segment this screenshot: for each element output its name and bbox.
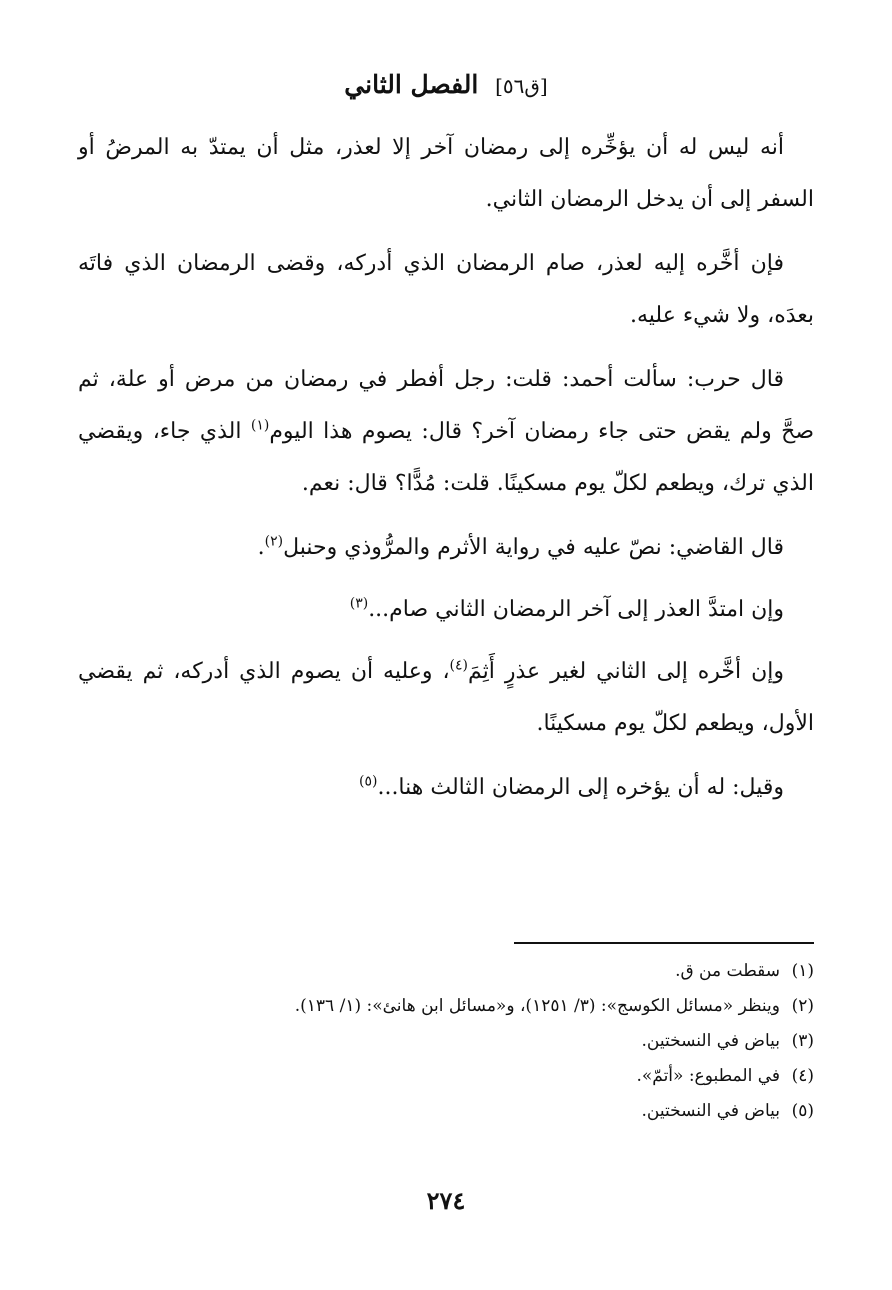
footnote-3 xyxy=(78,1024,814,1059)
paragraph-5-text-a: وإن امتدَّ العذر إلى آخر الرمضان الثاني صام... xyxy=(368,597,784,622)
footnote-4 xyxy=(78,1059,814,1094)
footnote-marker-2: (٢) xyxy=(264,533,284,550)
paragraph-5 xyxy=(78,584,814,636)
footnote-3-number: (٣) xyxy=(791,1031,814,1051)
paragraph-6 xyxy=(78,646,814,750)
paragraph-6-text-b: ، وعليه أن يصوم الذي أدركه، ثم يقضي الأول، ويطعم لكلّ يوم مسكينًا. xyxy=(78,659,814,736)
footnote-1-number: (١) xyxy=(791,961,814,981)
footnote-3-text: بياض في النسختين. xyxy=(641,1031,780,1051)
page-number: ٢٧٤ xyxy=(426,1186,466,1215)
footnote-divider xyxy=(514,942,814,944)
paragraph-7 xyxy=(78,762,814,814)
paragraph-4 xyxy=(78,522,814,574)
manuscript-ref: [ق٥٦] xyxy=(495,74,548,98)
footnote-5 xyxy=(78,1094,814,1129)
book-page xyxy=(78,62,814,1242)
paragraph-1: أنه ليس له أن يؤخِّره إلى رمضان آخر إلا لعذر، مثل أن يمتدّ به المرضُ أو السفر إلى أن يدخل الرمضان الثاني. xyxy=(78,135,814,212)
paragraph-4-text-b: . xyxy=(257,535,265,560)
paragraph-7-text-a: وقيل: له أن يؤخره إلى الرمضان الثالث هنا... xyxy=(377,775,784,800)
footnote-marker-5: (٥) xyxy=(358,773,378,790)
paragraph-3-text-b: الذي جاء، ويقضي الذي ترك، ويطعم لكلّ يوم مسكينًا. قلت: مُدًّا؟ قال: نعم. xyxy=(78,419,814,496)
footnote-2 xyxy=(78,989,814,1024)
paragraph-6-text-a: وإن أخَّره إلى الثاني لغير عذرٍ أَثِمَ xyxy=(468,659,784,684)
footnote-marker-1: (١) xyxy=(250,417,270,434)
footnote-5-number: (٥) xyxy=(791,1101,814,1121)
footnote-4-text: في المطبوع: «أتمّ». xyxy=(636,1066,780,1086)
chapter-title: الفصل الثاني xyxy=(344,70,479,99)
footnote-1 xyxy=(78,954,814,989)
footnote-marker-3: (٣) xyxy=(349,595,369,612)
footnote-4-number: (٤) xyxy=(791,1066,814,1086)
footnotes-list xyxy=(78,954,814,1129)
page-header xyxy=(78,62,814,108)
paragraph-4-text-a: قال القاضي: نصّ عليه في رواية الأثرم والمرُّوذي وحنبل xyxy=(283,535,784,560)
body-text xyxy=(78,122,814,814)
paragraph-3-text-a: قال حرب: سألت أحمد: قلت: رجل أفطر في رمضان من مرض أو علة، ثم صحَّ ولم يقض حتى جاء رمضان آخر؟ قال: يصوم هذا اليوم xyxy=(78,367,814,444)
paragraph-3 xyxy=(78,354,814,510)
footnote-2-text: وينظر «مسائل الكوسج»: (٣/ ١٢٥١)، و«مسائل ابن هانئ»: (١/ ١٣٦). xyxy=(294,996,780,1016)
paragraph-2: فإن أخَّره إليه لعذر، صام الرمضان الذي أدركه، وقضى الرمضان الذي فاتَه بعدَه، ولا شيء عليه. xyxy=(78,251,814,328)
footnote-2-number: (٢) xyxy=(791,996,814,1016)
footnote-5-text: بياض في النسختين. xyxy=(641,1101,780,1121)
footnote-1-text: سقطت من ق. xyxy=(675,961,780,981)
footnote-marker-4: (٤) xyxy=(449,657,469,674)
